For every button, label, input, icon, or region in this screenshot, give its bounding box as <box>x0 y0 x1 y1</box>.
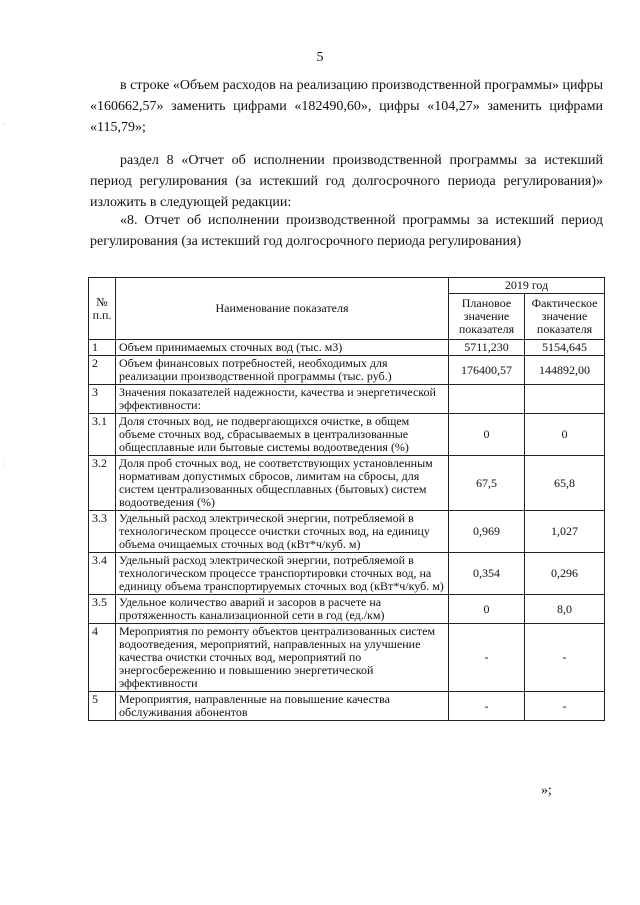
paragraph-section-8: раздел 8 «Отчет об исполнении производственной программы за истекший период регулирования (за истекший год долгосрочного периода регулирования)» изложить в следующей редакции: <box>90 153 603 210</box>
header-planned: Плановое значение показателя <box>449 294 525 340</box>
table-row <box>89 553 605 595</box>
row-num: 3.1 <box>89 414 116 456</box>
row-name: Доля сточных вод, не подвергающихся очистке, в общем объеме сточных вод, сбрасываемых в централизованные общесплавные или бытовые системы водоотведения (%) <box>116 414 449 456</box>
row-actual: 65,8 <box>525 456 605 511</box>
table-row <box>89 385 605 414</box>
row-name: Удельный расход электрической энергии, потребляемой в технологическом процессе очистки сточных вод, на единицу объема очищаемых сточных вод (кВт*ч/куб. м) <box>116 511 449 553</box>
row-planned <box>449 385 525 414</box>
row-actual: 8,0 <box>525 595 605 624</box>
table-row <box>89 692 605 721</box>
row-num: 3.2 <box>89 456 116 511</box>
table-row <box>89 595 605 624</box>
header-num: № п.п. <box>89 278 116 340</box>
closing-mark: »; <box>541 783 552 798</box>
table-row <box>89 624 605 692</box>
row-name: Мероприятия, направленные на повышение качества обслуживания абонентов <box>116 692 449 721</box>
row-planned: 0 <box>449 595 525 624</box>
row-name: Мероприятия по ремонту объектов централизованных систем водоотведения, мероприятий, направленных на улучшение качества очистки сточных вод, мероприятий по энергосбережению и повышению энергетической эффективности <box>116 624 449 692</box>
row-planned: - <box>449 692 525 721</box>
row-actual: 0,296 <box>525 553 605 595</box>
table-row <box>89 414 605 456</box>
row-num: 1 <box>89 340 116 356</box>
row-actual: - <box>525 624 605 692</box>
margin-mark: · <box>2 460 5 469</box>
row-num: 3.3 <box>89 511 116 553</box>
row-planned: 0 <box>449 414 525 456</box>
row-planned: 0,354 <box>449 553 525 595</box>
report-table <box>88 277 605 721</box>
table-row <box>89 340 605 356</box>
row-name: Значения показателей надежности, качества и энергетической эффективности: <box>116 385 449 414</box>
page-number: 5 <box>316 50 324 65</box>
table-row <box>89 456 605 511</box>
header-name: Наименование показателя <box>116 278 449 340</box>
row-num: 3 <box>89 385 116 414</box>
row-num: 3.5 <box>89 595 116 624</box>
row-name: Удельное количество аварий и засоров в расчете на протяженность канализационной сети в год (ед./км) <box>116 595 449 624</box>
row-name: Объем принимаемых сточных вод (тыс. м3) <box>116 340 449 356</box>
row-actual: - <box>525 692 605 721</box>
margin-mark: · <box>2 120 5 129</box>
row-num: 3.4 <box>89 553 116 595</box>
paragraph-report-title: «8. Отчет об исполнении производственной программы за истекший период регулирования (за истекший год долгосрочного периода регулирования) <box>90 213 603 249</box>
row-actual: 1,027 <box>525 511 605 553</box>
row-planned: 5711,230 <box>449 340 525 356</box>
row-name: Удельный расход электрической энергии, потребляемой в технологическом процессе транспортировки сточных вод, на единицу объема транспортируемых сточных вод (кВт*ч/куб. м) <box>116 553 449 595</box>
paragraph-amend-expenses: в строке «Объем расходов на реализацию производственной программы» цифры «160662,57» заменить цифрами «182490,60», цифры «104,27» заменить цифрами «115,79»; <box>90 78 603 135</box>
row-planned: 0,969 <box>449 511 525 553</box>
header-actual: Фактическое значение показателя <box>525 294 605 340</box>
row-num: 2 <box>89 356 116 385</box>
row-num: 4 <box>89 624 116 692</box>
header-year: 2019 год <box>449 278 605 294</box>
row-name: Доля проб сточных вод, не соответствующих установленным нормативам допустимых сбросов, лимитам на сбросы, для систем централизованных общесплавных (бытовых) систем водоотведения (%) <box>116 456 449 511</box>
row-actual: 5154,645 <box>525 340 605 356</box>
row-num: 5 <box>89 692 116 721</box>
row-name: Объем финансовых потребностей, необходимых для реализации производственной программы (тыс. руб.) <box>116 356 449 385</box>
row-planned: - <box>449 624 525 692</box>
row-planned: 67,5 <box>449 456 525 511</box>
row-actual: 144892,00 <box>525 356 605 385</box>
report-body <box>89 340 605 721</box>
row-actual: 0 <box>525 414 605 456</box>
table-row <box>89 356 605 385</box>
row-actual <box>525 385 605 414</box>
table-row <box>89 511 605 553</box>
row-planned: 176400,57 <box>449 356 525 385</box>
